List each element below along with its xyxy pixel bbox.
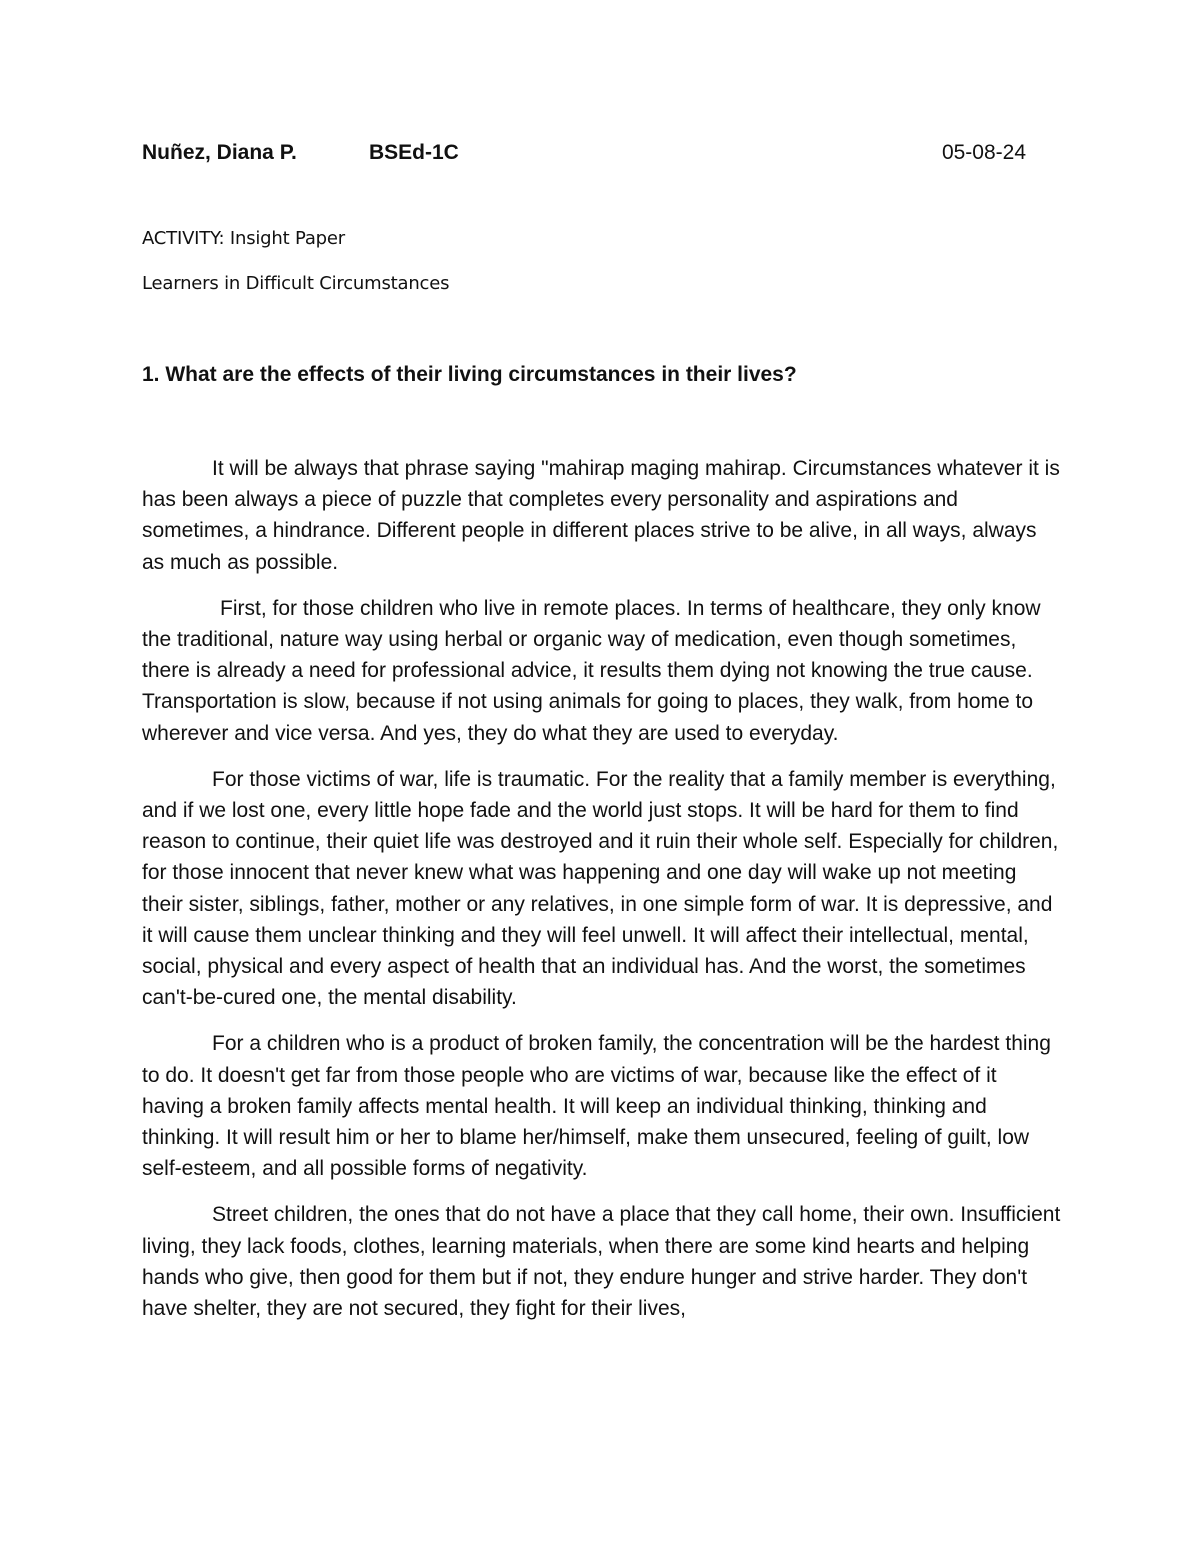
student-section: BSEd-1C	[369, 141, 459, 164]
paragraph: Street children, the ones that do not have a place that they call home, their own. Insufficient living, they lack foods, clothes, learning materials, when there are some kind hearts and helping hands who give, then good for them but if not, they endure hunger and strive harder. They don't have shelter, they are not secured, they fight for their lives,	[142, 1203, 1061, 1321]
paragraph: For those victims of war, life is traumatic. For the reality that a family member is everything, and if we lost one, every little hope fade and the world just stops. It will be hard for them to find reason to continue, their quiet life was destroyed and it ruin their whole self. Especially for children, for those innocent that never knew what was happening and one day will wake up not meeting their sister, siblings, father, mother or any relatives, in one simple form of war. It is depressive, and it will cause them unclear thinking and they will feel unwell. It will affect their intellectual, mental, social, physical and every aspect of health that an individual has. And the worst, the sometimes can't-be-cured one, the mental disability.	[142, 767, 1059, 1010]
header-row	[142, 141, 1026, 175]
document-date: 05-08-24	[941, 141, 1026, 164]
student-name: Nuñez, Diana P.	[142, 141, 297, 164]
paragraph: First, for those children who live in remote places. In terms of healthcare, they only know the traditional, nature way using herbal or organic way of medication, even though sometimes, there is already a need for professional advice, it results them dying not knowing the true cause. Transportation is slow, because if not using animals for going to places, they walk, from home to wherever and vice versa. And yes, they do what they are used to everyday.	[142, 596, 1041, 745]
activity-title: ACTIVITY: Insight Paper	[142, 228, 345, 249]
paragraph: It will be always that phrase saying "mahirap maging mahirap. Circumstances whatever it is has been always a piece of puzzle that completes every personality and aspirations and sometimes, a hindrance. Different people in different places strive to be alive, in all ways, always as much as possible.	[142, 457, 1060, 574]
essay-body	[142, 453, 1062, 1339]
document-subtitle: Learners in Difficult Circumstances	[142, 273, 450, 294]
paragraph: For a children who is a product of broken family, the concentration will be the hardest thing to do. It doesn't get far from those people who are victims of war, because like the effect of it having a broken family affects mental health. It will keep an individual thinking, thinking and thinking. It will result him or her to blame her/himself, make them unsecured, feeling of guilt, low self-esteem, and all possible forms of negativity.	[142, 1032, 1051, 1181]
question-heading: 1. What are the effects of their living circumstances in their lives?	[142, 363, 797, 386]
